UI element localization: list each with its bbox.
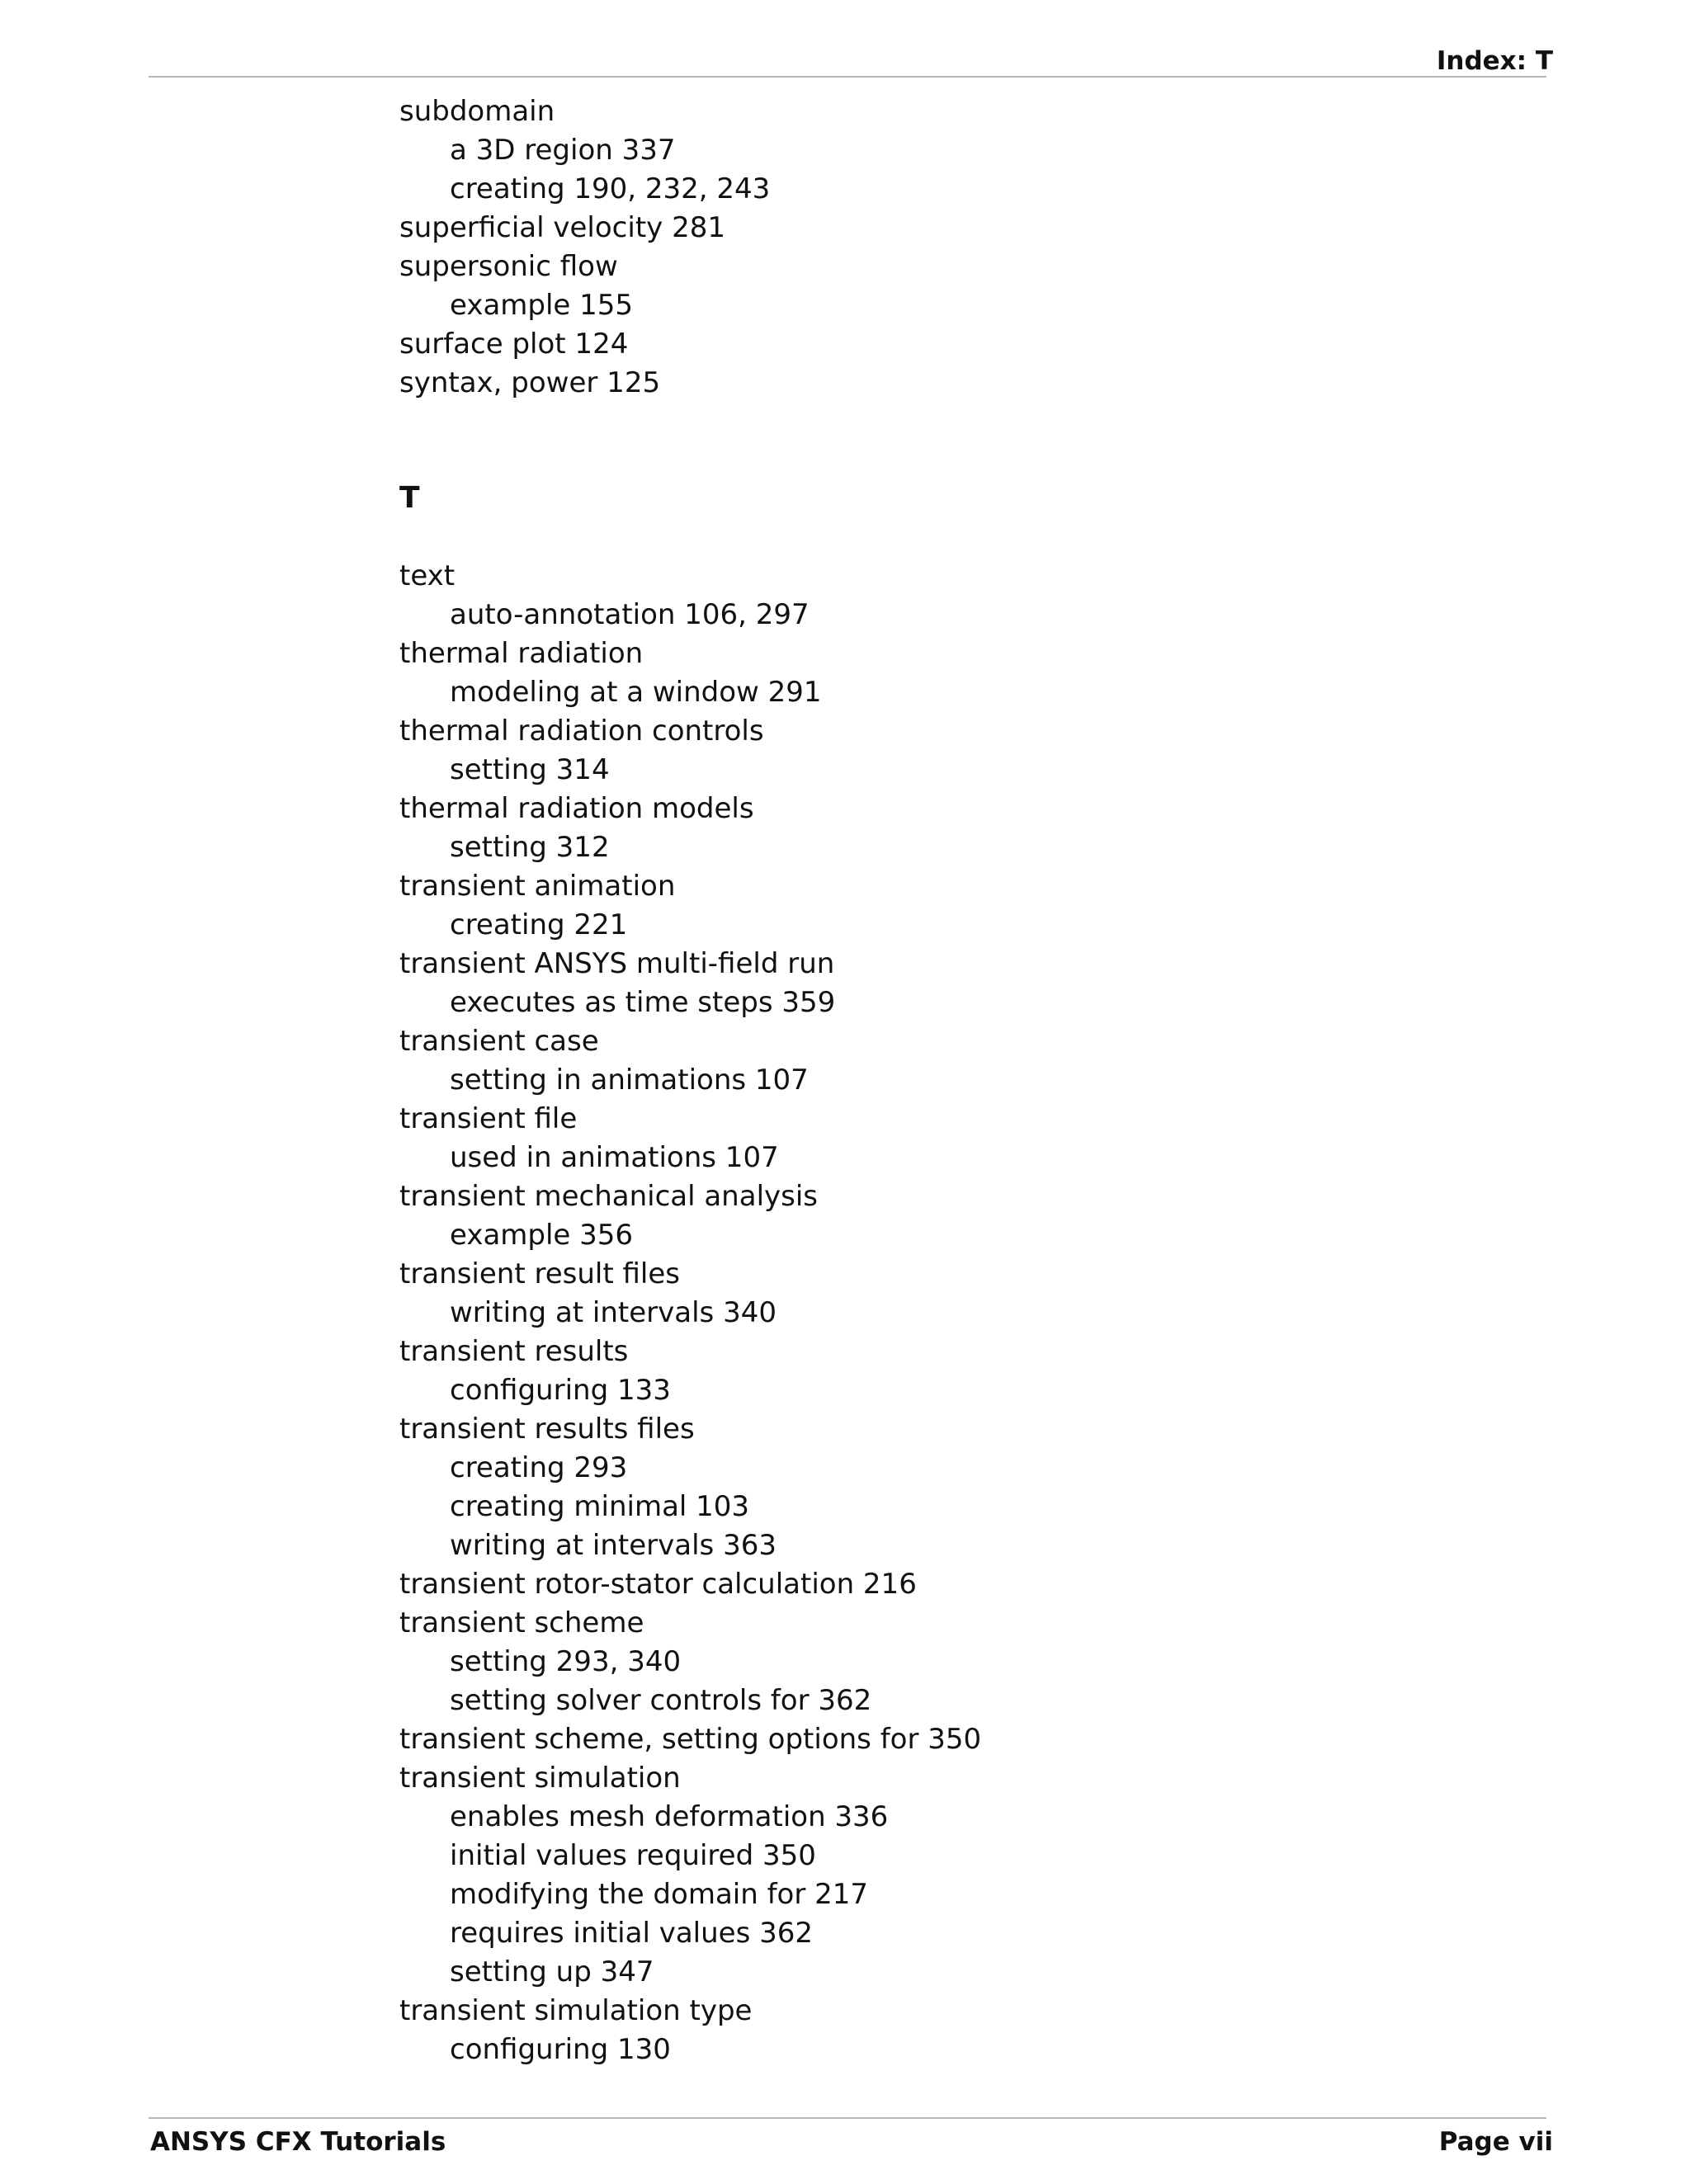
index-subentry: used in animations 107 bbox=[450, 1141, 779, 1174]
index-subentry: setting 293, 340 bbox=[450, 1645, 682, 1678]
index-entry: transient ANSYS multi-field run bbox=[399, 947, 835, 980]
index-subentry: setting 312 bbox=[450, 831, 610, 864]
index-subentry: requires initial values 362 bbox=[450, 1917, 813, 1950]
index-list-t bbox=[399, 557, 1390, 2069]
index-entry: syntax, power 125 bbox=[399, 366, 661, 399]
index-entry: surface plot 124 bbox=[399, 328, 629, 361]
index-subentry: enables mesh deformation 336 bbox=[450, 1800, 889, 1833]
index-entry: thermal radiation bbox=[399, 637, 644, 670]
index-entry: superficial velocity 281 bbox=[399, 211, 725, 244]
index-subentry: setting 314 bbox=[450, 753, 610, 786]
index-subentry: a 3D region 337 bbox=[450, 134, 676, 167]
index-list-continued bbox=[399, 92, 1390, 403]
index-entry: transient mechanical analysis bbox=[399, 1180, 819, 1213]
index-entry: supersonic flow bbox=[399, 250, 618, 283]
index-entry: transient simulation bbox=[399, 1762, 681, 1795]
index-entry: transient results files bbox=[399, 1413, 695, 1446]
running-header-title: Index: T bbox=[1436, 46, 1553, 76]
index-subentry: modifying the domain for 217 bbox=[450, 1878, 869, 1911]
index-entry: subdomain bbox=[399, 95, 555, 128]
index-entry: transient result files bbox=[399, 1257, 680, 1290]
index-entry: transient rotor-stator calculation 216 bbox=[399, 1568, 917, 1601]
index-subentry: setting up 347 bbox=[450, 1955, 654, 1988]
index-subentry: creating minimal 103 bbox=[450, 1490, 750, 1523]
index-subentry: creating 190, 232, 243 bbox=[450, 172, 771, 205]
index-subentry: executes as time steps 359 bbox=[450, 986, 836, 1019]
index-subentry: example 155 bbox=[450, 289, 634, 322]
index-subentry: setting solver controls for 362 bbox=[450, 1684, 872, 1717]
index-subentry: modeling at a window 291 bbox=[450, 676, 822, 709]
index-entry: thermal radiation models bbox=[399, 792, 754, 825]
index-subentry: example 356 bbox=[450, 1219, 634, 1252]
index-subentry: configuring 133 bbox=[450, 1374, 671, 1407]
index-entry: transient case bbox=[399, 1025, 599, 1058]
index-subentry: auto-annotation 106, 297 bbox=[450, 598, 810, 631]
header-rule bbox=[149, 76, 1546, 78]
index-subentry: writing at intervals 340 bbox=[450, 1296, 777, 1329]
index-subentry: initial values required 350 bbox=[450, 1839, 816, 1872]
footer-page-number: Page vii bbox=[1438, 2127, 1553, 2157]
index-subentry: writing at intervals 363 bbox=[450, 1529, 777, 1562]
index-entry: text bbox=[399, 559, 456, 592]
index-entry: transient scheme, setting options for 350 bbox=[399, 1723, 982, 1756]
index-subentry: creating 293 bbox=[450, 1451, 628, 1484]
index-subentry: configuring 130 bbox=[450, 2033, 671, 2066]
index-letter-heading: T bbox=[399, 481, 420, 515]
index-entry: transient results bbox=[399, 1335, 629, 1368]
index-entry: thermal radiation controls bbox=[399, 715, 764, 748]
index-subentry: creating 221 bbox=[450, 908, 628, 941]
footer-rule bbox=[149, 2117, 1546, 2119]
footer-book-title: ANSYS CFX Tutorials bbox=[150, 2127, 446, 2157]
index-entry: transient simulation type bbox=[399, 1994, 753, 2027]
index-subentry: setting in animations 107 bbox=[450, 1064, 809, 1097]
index-entry: transient file bbox=[399, 1102, 578, 1135]
index-entry: transient animation bbox=[399, 870, 676, 903]
index-entry: transient scheme bbox=[399, 1606, 644, 1639]
